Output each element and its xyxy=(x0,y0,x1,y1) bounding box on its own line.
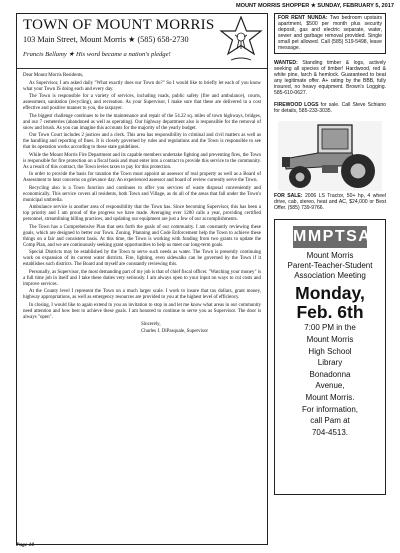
mmptsa-subtitle-line: Association Meeting xyxy=(294,271,366,281)
letter-paragraph: Ambulance service is another area of responsibility that the Town has. Since becoming Supervisor, this has been a top priority and I am proud of the progress we have made. Averaging over 1200 calls a year, providing certified personnel, streamlining billing practices, and updating our equipment are just a few of our accomplishments. xyxy=(23,205,261,223)
classified-for-sale xyxy=(274,194,386,212)
mmptsa-date-line: Feb. 6th xyxy=(296,302,364,323)
classified-text: Two bedroom upstairs apartment, $500 per month plus security deposit, gas and electric separate, water, sewer and garbage removal provided. Single small pet allowed. Call (585) 519-5498, leave message. xyxy=(278,15,382,51)
mmptsa-detail-line: call Pam at xyxy=(310,416,350,426)
classified-for-rent xyxy=(274,13,386,54)
letter-address: 103 Main Street, Mount Morris ★ (585) 658-2730 xyxy=(23,35,189,44)
mmptsa-subtitle-line: Parent-Teacher-Student xyxy=(287,261,373,271)
mmptsa-detail-line: Library xyxy=(317,358,343,368)
running-head: MOUNT MORRIS SHOPPER ★ SUNDAY, FEBRUARY 5, 2017 xyxy=(235,3,394,9)
classified-text: for sale. Call Steve Schiano for details, 585-233-3035. xyxy=(274,101,386,114)
letter-paragraph: Recycling also is a Town function and continues to offer you services of waste disposal conveniently and economically. This service covers all residents, both Town and Village, as do all of the areas that fall under the Town's municipal umbrella. xyxy=(23,185,261,203)
letter-title: TOWN OF MOUNT MORRIS xyxy=(23,17,215,33)
mmptsa-detail-line: Mount Morris. xyxy=(305,392,355,402)
classified-heading: FIREWOOD LOGS xyxy=(274,101,319,108)
mmptsa-logo: MMPTSA xyxy=(293,226,367,248)
classified-text: 2006 LS Tractor, 50+ hp, 4 wheel drive, cab, stereo, heat and AC, $24,000 or Best Offer. (585) 739-9766. xyxy=(274,192,387,211)
letter-paragraph: Personally, as Supervisor, the most demanding part of my job is that of chief fiscal officer. "Watching your money" is a full time job in itself and I take these duties very seriously. I am always open to your input on ways to cut costs and improve services. xyxy=(23,269,261,287)
classified-wanted xyxy=(274,61,386,96)
classified-heading: FOR RENT NUNDA: xyxy=(278,15,328,21)
letter-paragraph: While the Mount Morris Fire Department and its capable members undertake fighting and preventing fires, the Town is responsible for fire protection on a fiscal basis and must enter into a contract to provide this service to the community. As a result of this contract, the Town levies taxes to pay for this protection. xyxy=(23,152,261,170)
letter-paragraph: The Town has a Comprehensive Plan that sets forth the goals of our community. I am constantly reviewing these goals, which are designed to better our Town. Zoning, Planning and Code Enforcement help the Town to achieve these things on a fair and consistent basis. At this time, the Town is working with funding from two grants to update the Comp Plan, and we are continuously seeking grant opportunities to help us meet our long-term goals. xyxy=(23,224,261,248)
classified-text: Standing timber & logs, actively seeking all species of timber! Hardwood, red & white pine, larch & hemlock. Guaranteed to beat any legitimate offer. A+ rating by the BBB, fully insured, no heavy equipment. Brown's Logging. 585-610-0627. xyxy=(274,60,386,96)
letter-paragraph: The Town is responsible for a variety of services, including roads, public safety (fire and ambulance), courts, assessment, sanitation (recycling), and recreation. As your Supervisor, I make sure that these are delivered in a cost effective and positive manner to you, the taxpayer. xyxy=(23,94,261,112)
mmptsa-meeting-ad xyxy=(274,219,386,495)
letter-body xyxy=(17,69,267,335)
mmptsa-subtitle-line: Mount Morris xyxy=(306,251,354,261)
letter-paragraph: In closing, I would like to again extend to you an invitation to stop in and let me know what areas in our community need attention and how best to achieve these goals. I am honored to continue to serve you as Supervisor. The door is always "open". xyxy=(23,302,261,321)
letter-paragraph: The biggest challenge continues to be the maintenance and repair of the 54.22 sq. miles of town highways, bridges, and our 7 cemeteries (abandoned as well as operating). Our highway department also is responsible for the removal of snow and brush. As you can imagine this accounts for the majority of the yearly budget. xyxy=(23,113,261,131)
mmptsa-detail-line: Avenue, xyxy=(315,381,345,391)
mmptsa-detail-line: Mount Morris xyxy=(306,335,354,344)
letter-paragraph: Special Districts may be established by the Town to serve such needs as water. The Town is presently continuing work on expansion of its current water districts. Fire, lighting, even sidewalks can be governed by the Town if it establishes such districts. The Board and myself are constantly reviewing this. xyxy=(23,250,261,268)
letter-greeting: Dear Mount Morris Residents, xyxy=(23,73,84,78)
supervisor-letter xyxy=(16,13,268,545)
mmptsa-detail-line: High School xyxy=(308,346,352,356)
town-seal-star-icon xyxy=(219,16,263,64)
letter-paragraph: As Supervisor, I am asked daily "What exactly does our Town do?" So I would like to briefly let each of you know what your Town IS doing each and every day. xyxy=(23,80,261,92)
classified-firewood xyxy=(274,103,386,115)
classified-heading: FOR SALE: xyxy=(274,192,303,199)
letter-closing: Sincerely, xyxy=(141,322,161,328)
tractor-photo xyxy=(278,121,382,191)
mmptsa-detail-line: 704-4513. xyxy=(311,427,349,437)
page-number: Page 10 xyxy=(16,542,35,548)
letter-paragraph: At the County level I represent the Town on a much larger scale. I work to insure that tax dollars, grant money, highway appropriations, as well as emergency resources are provided to you at the highest level of efficiency. xyxy=(23,289,261,301)
mmptsa-detail-line: Bonadonna xyxy=(309,369,351,379)
mmptsa-detail-line: For information, xyxy=(301,404,359,414)
classified-heading: WANTED: xyxy=(274,60,298,67)
letter-motto: Francis Bellamy ★ His word became a nation's pledge! xyxy=(23,51,171,58)
classifieds-column xyxy=(274,13,386,495)
mmptsa-date-line: Monday, xyxy=(295,283,365,304)
letter-paragraph: In order to provide the basis for taxation the Town must appoint an assessor of real property as well as a Board of Assessment to hear concerns on grievance day. An experienced assessor and board of review currently serve the Town. xyxy=(23,172,261,184)
letterhead xyxy=(17,14,267,69)
mmptsa-detail-line: 7:00 PM in the xyxy=(304,323,356,333)
letter-paragraph: Our Town Court includes 2 justices and a clerk. This area has responsibility in criminal and civil matters as well as the handling and reporting of fines. It is closely governed by rules and regulations and the Town is responsible to see that its operation works according to these state guidelines. xyxy=(23,133,261,151)
letter-signature: Charles J. DiPasquale, Supervisor xyxy=(141,328,209,334)
